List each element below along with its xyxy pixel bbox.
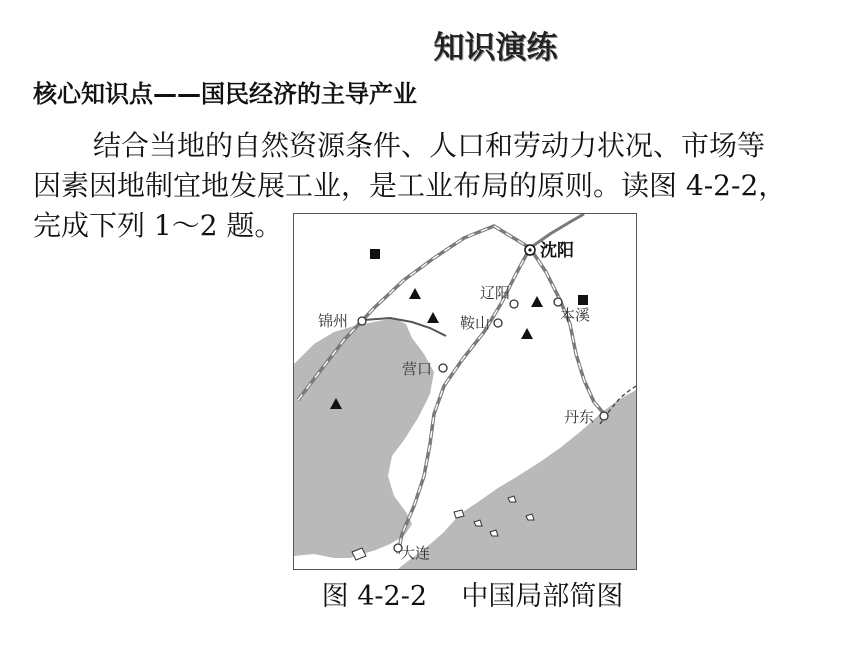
bohai-sea	[294, 318, 434, 558]
city-label-liaoyang: 辽阳	[480, 284, 511, 302]
section-heading: 核心知识点——国民经济的主导产业	[33, 80, 417, 108]
city-label-dalian: 大连	[400, 544, 431, 562]
paragraph-line-1: 结合当地的自然资源条件、人口和劳动力状况、市场等	[93, 129, 766, 162]
city-label-anshan: 鞍山	[460, 314, 491, 332]
map-svg	[294, 214, 636, 569]
city-dalian	[394, 544, 430, 562]
rail-shenyang-dandong-dash	[530, 248, 606, 416]
regional-map	[293, 213, 637, 570]
city-label-dandong: 丹东	[564, 408, 595, 426]
paragraph-line-2: 因素因地制宜地发展工业，是工业布局的原则。读图 4-2-2，	[33, 169, 787, 202]
slide-title: 知识演练	[433, 30, 558, 66]
black-square-icon	[578, 295, 588, 305]
paragraph-line-3: 完成下列 1～2 题。	[33, 209, 283, 242]
black-square-icon	[370, 249, 380, 259]
black-triangle-icon	[531, 296, 543, 307]
city-label-benxi: 本溪	[560, 306, 591, 324]
city-label-shenyang: 沈阳	[540, 241, 574, 261]
figure-caption: 图 4-2-2 中国局部简图	[321, 581, 624, 612]
black-triangle-icon	[409, 288, 421, 299]
city-shenyang	[525, 240, 574, 261]
city-label-yingkou: 营口	[402, 360, 433, 378]
city-label-jinzhou: 锦州	[318, 312, 349, 330]
rail-shenyang-dandong	[530, 248, 606, 416]
city-yingkou	[402, 360, 447, 378]
island	[454, 510, 464, 518]
city-anshan	[460, 314, 502, 332]
black-triangle-icon	[427, 312, 439, 323]
black-triangle-icon	[521, 328, 533, 339]
